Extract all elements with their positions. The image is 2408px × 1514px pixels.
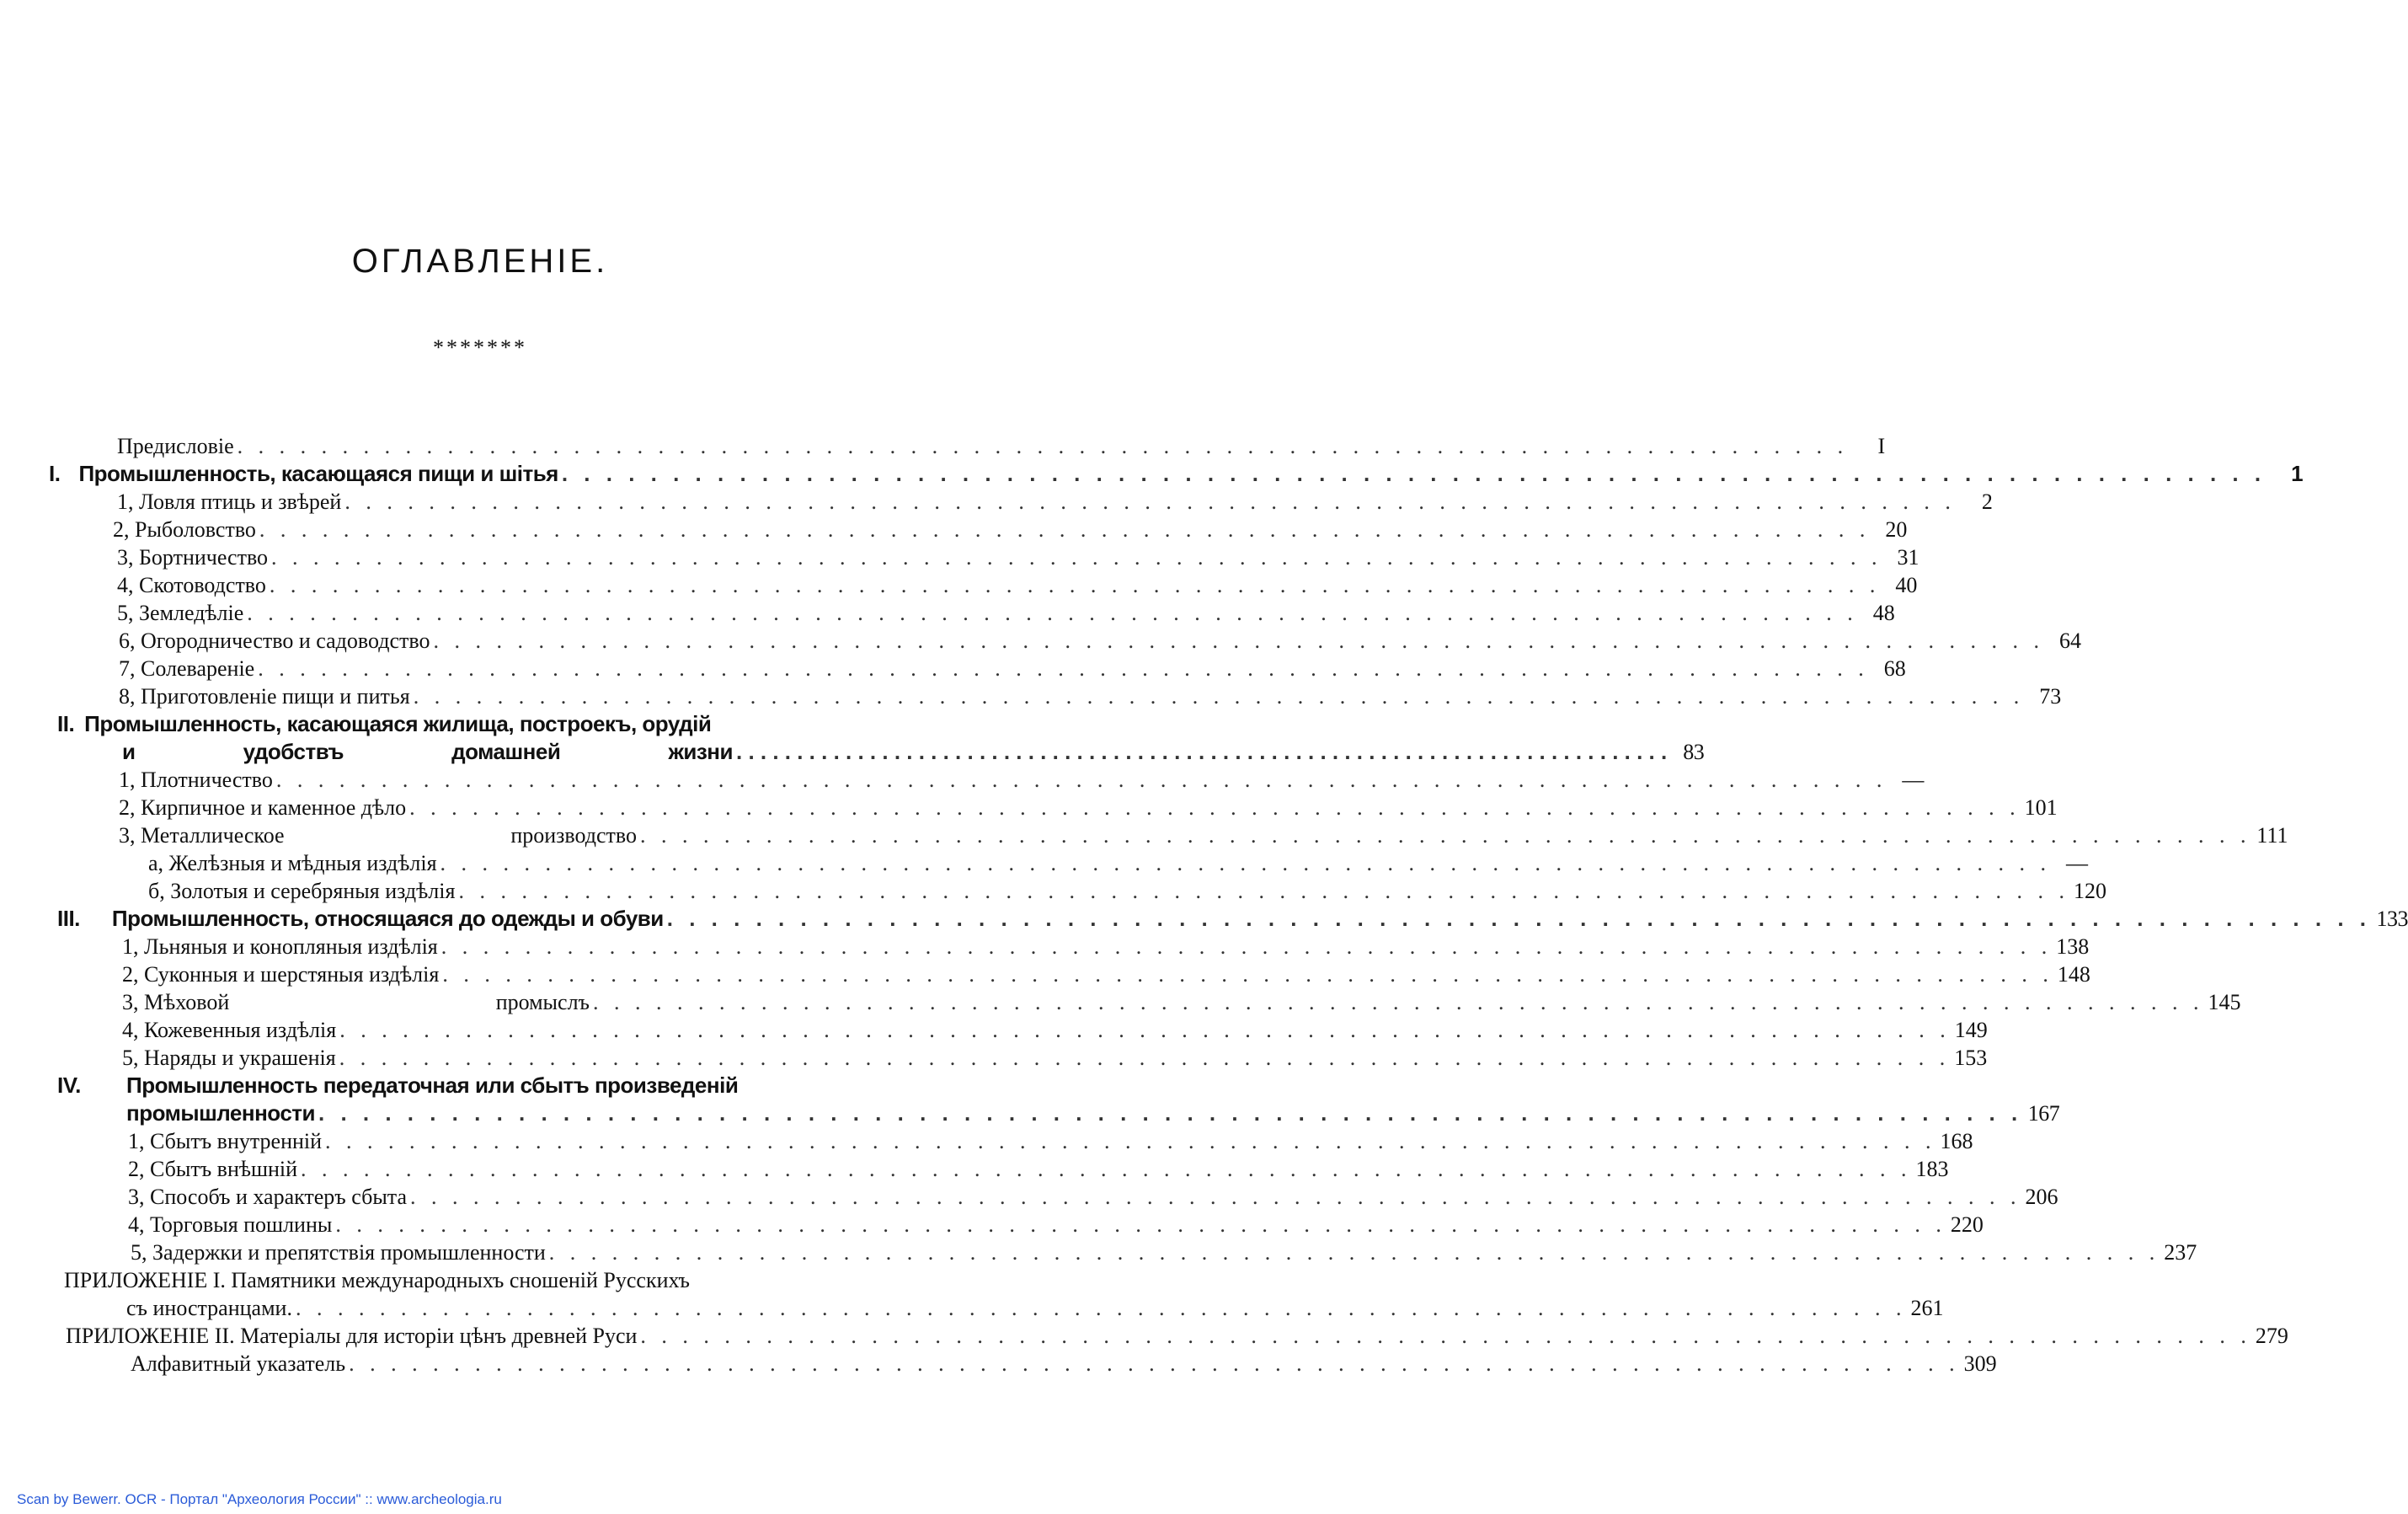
dot-leader: . . . . . . . . . . . . . . . . . . . . . . . . . . . . . . . . . . . . . . . . . . . . . . . . . . . . . . . . . . . . . . . . . . . . . . . . . . . . . — [640, 1324, 2251, 1348]
page-number: 73 — [2039, 684, 2062, 709]
entry-label: 2, Кирпичное и каменное дѣло — [119, 795, 407, 820]
page-number: 64 — [2058, 629, 2081, 653]
page-number: 168 — [1940, 1129, 1973, 1153]
entry-label-left: 3, Металлическое — [119, 823, 285, 848]
toc-entry — [117, 543, 1919, 571]
page-number: 237 — [2164, 1240, 2197, 1265]
dot-leader: . . . . . . . . . . . . . . . . . . . . . . . . . . . . . . . . . . . . . . . . . . . . . . . . . . . . . . . . . . . . . . . . . . . . . . . . . . . . . — [561, 461, 2267, 486]
entry-label: 7, Солевареніе — [119, 656, 255, 681]
dot-leader: . . . . . . . . . . . . . . . . . . . . . . . . . . . . . . . . . . . . . . . . . . . . . . . . . . . . . . . . . . . . . . . . . . . . . . . . . . . . . — [335, 1212, 1946, 1237]
toc-subentry — [148, 849, 2089, 877]
page-number: 149 — [1954, 1018, 1988, 1042]
dot-leader: . . . . . . . . . . . . . . . . . . . . . . . . . . . . . . . . . . . . . . . . . . . . . . . . . . . . . . . . . . . . . . . . . . . . . . . . . . . . . — [433, 629, 2044, 653]
dot-leader: . . . . . . . . . . . . . . . . . . . . . . . . . . . . . . . . . . . . . . . . . . . . . . . . . . . . . . . . . . . . . . . . . . . . . . . . . . . . . — [247, 601, 1858, 625]
page-number: I — [1877, 434, 1886, 458]
entry-label — [122, 988, 590, 1016]
dot-leader: . . . . . . . . . . . . . . . . . . . . . . . . . . . . . . . . . . . . . . . . . . . . . . . . . . . . . . . . . . . . . . . . . . . . . . . . . . . . . — [736, 739, 1668, 764]
entry-label: Алфавитный указатель — [131, 1351, 346, 1376]
toc-entry — [117, 488, 1993, 516]
ornament-stars: ******* — [433, 335, 527, 360]
toc-part-4-line2 — [126, 1099, 2060, 1127]
dot-leader: . . . . . . . . . . . . . . . . . . . . . . . . . . . . . . . . . . . . . . . . . . . . . . . . . . . . . . . . . . . . . . . . . . . . . . . . . . . . . — [271, 545, 1882, 570]
entry-label: 6, Огородничество и садоводство — [119, 629, 430, 653]
toc-part-4-line1 — [57, 1072, 815, 1099]
toc-entry — [128, 1211, 1984, 1238]
toc-index — [131, 1350, 1997, 1378]
part-numeral: I. — [49, 461, 61, 486]
scan-credit-footer: Scan by Bewerr. OCR - Портал "Археология России" :: www.archeologia.ru — [17, 1491, 502, 1507]
toc-part-1 — [49, 460, 2304, 488]
appendix-title: ПРИЛОЖЕНІЕ I. Памятники международныхъ сношеній Русскихъ — [64, 1268, 690, 1292]
entry-label: Предисловіе — [117, 434, 234, 458]
entry-label-right: промыслъ — [495, 990, 590, 1014]
toc-entry — [122, 1044, 1988, 1072]
toc-entry — [122, 960, 2090, 988]
entry-label: 2, Сбытъ внѣшній — [128, 1157, 298, 1181]
dot-leader: . . . . . . . . . . . . . . . . . . . . . . . . . . . . . . . . . . . . . . . . . . . . . . . . . . . . . . . . . . . . . . . . . . . . . . . . . . . . . — [593, 990, 2204, 1014]
appendix-title: ПРИЛОЖЕНІЕ II. Матеріалы для исторіи цѣнъ древней Руси — [66, 1324, 638, 1348]
page-number: 1 — [2291, 461, 2304, 486]
entry-label: 1, Плотничество — [119, 768, 273, 792]
dot-leader: . . . . . . . . . . . . . . . . . . . . . . . . . . . . . . . . . . . . . . . . . . . . . . . . . . . . . . . . . . . . . . . . . . . . . . . . . . . . . — [440, 851, 2052, 875]
toc-entry — [117, 599, 1895, 627]
toc-entry — [113, 516, 1908, 543]
page-number: 183 — [1915, 1157, 1949, 1181]
page-number: 31 — [1897, 545, 1919, 570]
dot-leader: . . . . . . . . . . . . . . . . . . . . . . . . . . . . . . . . . . . . . . . . . . . . . . . . . . . . . . . . . . . . . . . . . . . . . . . . . . . . . — [413, 684, 2025, 709]
entry-label: 2, Рыболовство — [113, 517, 256, 542]
toc-entry — [119, 655, 1906, 682]
dot-leader: . . . . . . . . . . . . . . . . . . . . . . . . . . . . . . . . . . . . . . . . . . . . . . . . . . . . . . . . . . . . . . . . . . . . . . . . . . . . . — [259, 517, 1871, 542]
page-number: 167 — [2027, 1101, 2060, 1126]
dot-leader: . . . . . . . . . . . . . . . . . . . . . . . . . . . . . . . . . . . . . . . . . . . . . . . . . . . . . . . . . . . . . . . . . . . . . . . . . . . . . — [339, 1046, 1951, 1070]
page-number: 279 — [2255, 1324, 2288, 1348]
entry-label: 8, Приготовленіе пищи и питья — [119, 684, 410, 709]
part-title: Промышленность передаточная или сбытъ произведеній — [126, 1073, 739, 1098]
part-title-continued — [122, 738, 733, 766]
dot-leader: . . . . . . . . . . . . . . . . . . . . . . . . . . . . . . . . . . . . . . . . . . . . . . . . . . . . . . . . . . . . . . . . . . . . . . . . . . . . . — [318, 1100, 2023, 1126]
toc-entry — [119, 627, 2081, 655]
toc-entry — [119, 794, 2058, 821]
toc-entry — [128, 1155, 1949, 1183]
entry-label: а, Желѣзныя и мѣдныя издѣлія — [148, 851, 437, 875]
page-number: 133 — [2376, 907, 2408, 931]
toc-entry — [119, 682, 2062, 710]
dot-leader: . . . . . . . . . . . . . . . . . . . . . . . . . . . . . . . . . . . . . . . . . . . . . . . . . . . . . . . . . . . . . . . . . . . . . . . . . . . . . — [295, 1296, 1907, 1320]
entry-label: 2, Суконныя и шерстяныя издѣлія — [122, 962, 440, 987]
entry-label: б, Золотыя и серебряныя издѣлія — [148, 879, 456, 903]
dot-leader: . . . . . . . . . . . . . . . . . . . . . . . . . . . . . . . . . . . . . . . . . . . . . . . . . . . . . . . . . . . . . . . . . . . . . . . . . . . . . — [666, 906, 2371, 931]
page-number: 111 — [2256, 823, 2288, 848]
toc-part-2-line2 — [122, 738, 1705, 766]
page-title: ОГЛАВЛЕНІЕ. — [351, 243, 609, 280]
appendix-title-continued: съ иностранцами. — [126, 1296, 292, 1320]
toc-entry — [119, 766, 1925, 794]
dot-leader: . . . . . . . . . . . . . . . . . . . . . . . . . . . . . . . . . . . . . . . . . . . . . . . . . . . . . . . . . . . . . . . . . . . . . . . . . . . . . — [409, 795, 2021, 820]
dot-leader: . . . . . . . . . . . . . . . . . . . . . . . . . . . . . . . . . . . . . . . . . . . . . . . . . . . . . . . . . . . . . . . . . . . . . . . . . . . . . — [442, 962, 2053, 987]
dot-leader: . . . . . . . . . . . . . . . . . . . . . . . . . . . . . . . . . . . . . . . . . . . . . . . . . . . . . . . . . . . . . . . . . . . . . . . . . . . . . — [548, 1240, 2160, 1265]
page-number: — — [1902, 768, 1925, 792]
part-numeral: III. — [57, 906, 80, 931]
page-number: 138 — [2056, 934, 2090, 959]
entry-label: 1, Ловля птиць и звѣрей — [117, 490, 342, 514]
entry-label — [119, 821, 637, 849]
dot-leader: . . . . . . . . . . . . . . . . . . . . . . . . . . . . . . . . . . . . . . . . . . . . . . . . . . . . . . . . . . . . . . . . . . . . . . . . . . . . . — [410, 1185, 2021, 1209]
title-word: домашней — [451, 739, 561, 764]
toc-entry — [131, 1238, 2197, 1266]
toc-entry-preface — [117, 432, 1886, 460]
page-number: 206 — [2025, 1185, 2058, 1209]
part-title-continued: промышленности — [126, 1100, 315, 1126]
page-number: 145 — [2208, 990, 2241, 1014]
part-numeral: II. — [57, 711, 75, 736]
entry-label: 4, Кожевенныя издѣлія — [122, 1018, 337, 1042]
dot-leader: . . . . . . . . . . . . . . . . . . . . . . . . . . . . . . . . . . . . . . . . . . . . . . . . . . . . . . . . . . . . . . . . . . . . . . . . . . . . . — [344, 490, 1956, 514]
entry-label-left: 3, Мѣховой — [122, 990, 230, 1014]
toc-entry — [122, 1016, 1988, 1044]
entry-label: 4, Скотоводство — [117, 573, 266, 597]
page-number: 68 — [1883, 656, 1906, 681]
dot-leader: . . . . . . . . . . . . . . . . . . . . . . . . . . . . . . . . . . . . . . . . . . . . . . . . . . . . . . . . . . . . . . . . . . . . . . . . . . . . . — [440, 934, 2053, 959]
page-number: 220 — [1950, 1212, 1984, 1237]
entry-label: 3, Бортничество — [117, 545, 269, 570]
part-numeral: IV. — [57, 1073, 81, 1098]
dot-leader: . . . . . . . . . . . . . . . . . . . . . . . . . . . . . . . . . . . . . . . . . . . . . . . . . . . . . . . . . . . . . . . . . . . . . . . . . . . . . — [237, 434, 1849, 458]
page-number: 261 — [1910, 1296, 1944, 1320]
part-title: Промышленность, касающаяся жилища, построекъ, орудій — [84, 711, 712, 736]
dot-leader: . . . . . . . . . . . . . . . . . . . . . . . . . . . . . . . . . . . . . . . . . . . . . . . . . . . . . . . . . . . . . . . . . . . . . . . . . . . . . — [301, 1157, 1912, 1181]
page-number: — — [2066, 851, 2089, 875]
toc-appendix-2 — [66, 1322, 2288, 1350]
toc-entry — [119, 821, 2288, 849]
toc-part-2-line1 — [57, 710, 815, 738]
toc-subentry — [148, 877, 2106, 905]
toc-entry — [128, 1127, 1973, 1155]
entry-label: 4, Торговыя пошлины — [128, 1212, 333, 1237]
page-number: 120 — [2073, 879, 2106, 903]
entry-label: 5, Наряды и украшенія — [122, 1046, 336, 1070]
toc-entry — [122, 988, 2241, 1016]
title-word: жизни — [668, 739, 733, 764]
page-number: 101 — [2024, 795, 2058, 820]
entry-label: 1, Льняныя и конопляныя издѣлія — [122, 934, 438, 959]
page-number: 309 — [1963, 1351, 1997, 1376]
toc-entry — [117, 571, 1918, 599]
toc-part-3 — [57, 905, 2408, 933]
part-title: Промышленность, относящаяся до одежды и обуви — [111, 906, 664, 931]
page-number: 20 — [1885, 517, 1908, 542]
dot-leader: . . . . . . . . . . . . . . . . . . . . . . . . . . . . . . . . . . . . . . . . . . . . . . . . . . . . . . . . . . . . . . . . . . . . . . . . . . . . . — [258, 656, 1869, 681]
dot-leader: . . . . . . . . . . . . . . . . . . . . . . . . . . . . . . . . . . . . . . . . . . . . . . . . . . . . . . . . . . . . . . . . . . . . . . . . . . . . . — [325, 1129, 1936, 1153]
entry-label: 1, Сбытъ внутренній — [128, 1129, 323, 1153]
toc-appendix-1-line2 — [126, 1294, 1944, 1322]
dot-leader: . . . . . . . . . . . . . . . . . . . . . . . . . . . . . . . . . . . . . . . . . . . . . . . . . . . . . . . . . . . . . . . . . . . . . . . . . . . . . — [269, 573, 1881, 597]
title-word: удобствъ — [243, 739, 344, 764]
entry-label: 3, Способъ и характеръ сбыта — [128, 1185, 408, 1209]
part-title: Промышленность, касающаяся пищи и шітья — [78, 461, 558, 486]
dot-leader: . . . . . . . . . . . . . . . . . . . . . . . . . . . . . . . . . . . . . . . . . . . . . . . . . . . . . . . . . . . . . . . . . . . . . . . . . . . . . — [339, 1018, 1951, 1042]
entry-label: 5, Задержки и препятствія промышленности — [131, 1240, 546, 1265]
toc-appendix-1-line1 — [64, 1266, 839, 1294]
page-number: 148 — [2057, 962, 2090, 987]
toc-entry — [128, 1183, 2058, 1211]
page-number: 40 — [1895, 573, 1918, 597]
title-word: и — [122, 739, 136, 764]
dot-leader: . . . . . . . . . . . . . . . . . . . . . . . . . . . . . . . . . . . . . . . . . . . . . . . . . . . . . . . . . . . . . . . . . . . . . . . . . . . . . — [640, 823, 2251, 848]
dot-leader: . . . . . . . . . . . . . . . . . . . . . . . . . . . . . . . . . . . . . . . . . . . . . . . . . . . . . . . . . . . . . . . . . . . . . . . . . . . . . — [275, 768, 1887, 792]
entry-label: 5, Земледѣліе — [117, 601, 244, 625]
page-number: 83 — [1683, 740, 1705, 764]
entry-label-right: производство — [510, 823, 637, 848]
dot-leader: . . . . . . . . . . . . . . . . . . . . . . . . . . . . . . . . . . . . . . . . . . . . . . . . . . . . . . . . . . . . . . . . . . . . . . . . . . . . . — [458, 879, 2069, 903]
dot-leader: . . . . . . . . . . . . . . . . . . . . . . . . . . . . . . . . . . . . . . . . . . . . . . . . . . . . . . . . . . . . . . . . . . . . . . . . . . . . . — [349, 1351, 1960, 1376]
page-number: 48 — [1872, 601, 1895, 625]
page-number: 2 — [1981, 490, 1993, 514]
page-number: 153 — [1954, 1046, 1988, 1070]
toc-entry — [122, 933, 2090, 960]
